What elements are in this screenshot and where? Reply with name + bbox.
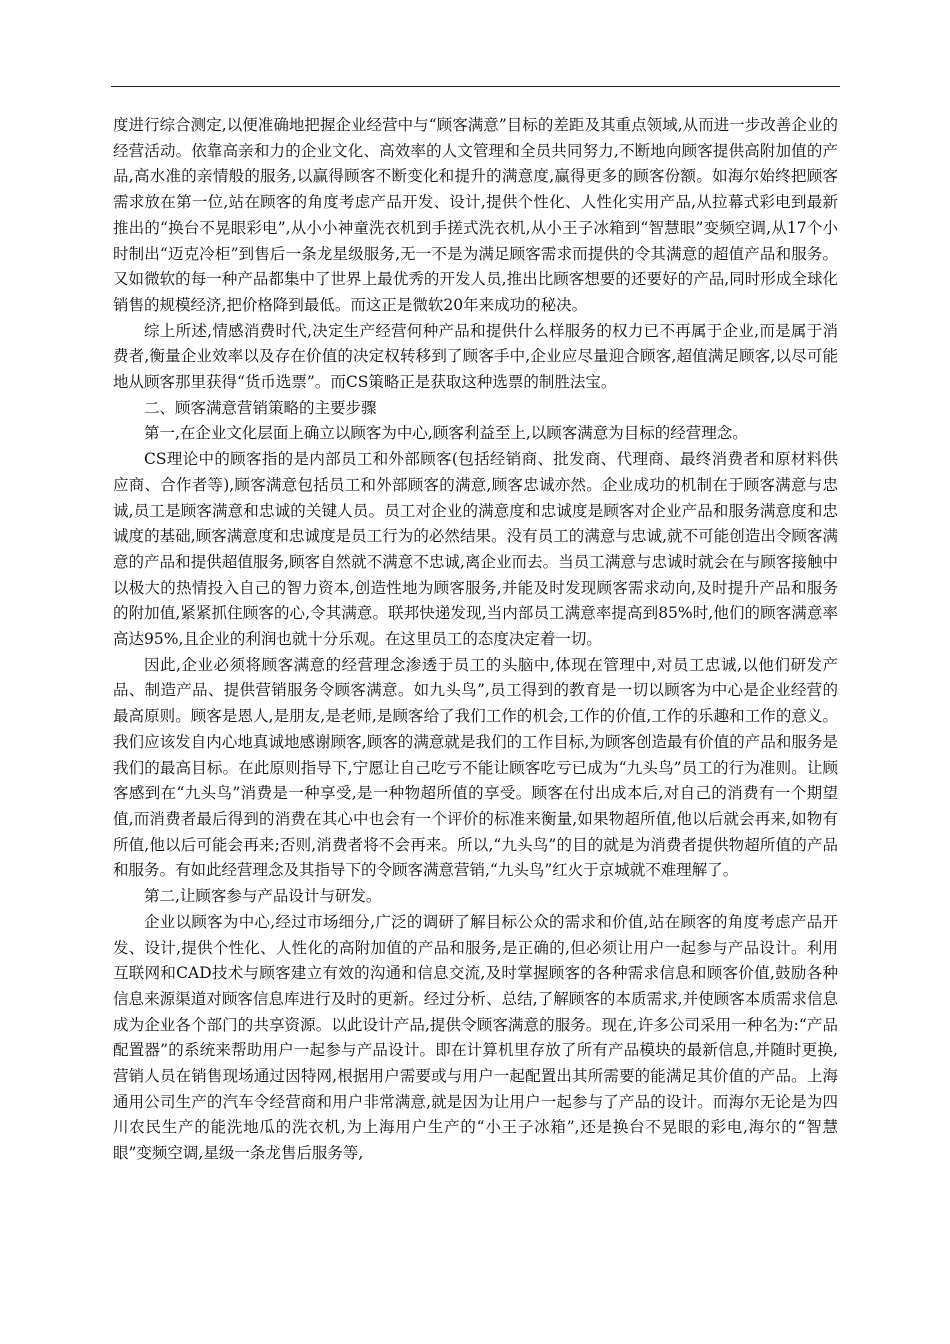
paragraph-cs-theory: CS理论中的顾客指的是内部员工和外部顾客(包括经销商、批发商、代理商、最终消费者和原材料供应商、合作者等),顾客满意包括员工和外部顾客的满意,顾客忠诚亦然。企业成功的机制在于顾客满意与忠诚,员工是顾客满意和忠诚的关键人员。员工对企业的满意度和忠诚度是顾客对企业产品和服务满意度和忠诚度的基础,顾客满意度和忠诚度是员工行为的必然结果。没有员工的满意与忠诚,就不可能创造出令顾客满意的产品和提供超值服务,顾客自然就不满意不忠诚,离企业而去。当员工满意与忠诚时就会在与顾客接触中以极大的热情投入自己的智力资本,创造性地为顾客服务,并能及时发现顾客需求动向,及时提升产品和服务的附加值,紧紧抓住顾客的心,令其满意。联邦快递发现,当内部员工满意率提高到85%时,他们的顾客满意率高达95%,且企业的利润也就十分乐观。在这里员工的态度决定着一切。 [113, 450, 838, 649]
paragraph-summary: 综上所述,情感消费时代,决定生产经营何种产品和提供什么样服务的权力已不再属于企业,而是属于消费者,衡量企业效率以及存在价值的决定权转移到了顾客手中,企业应尽量迎合顾客,超值满足顾客,以尽可能地从顾客那里获得“货币选票”。而CS策略正是获取这种选票的制胜法宝。 [113, 321, 838, 392]
paragraph-continued: 度进行综合测定,以便准确地把握企业经营中与“顾客满意”目标的差距及其重点领域,从而进一步改善企业的经营活动。依靠高亲和力的企业文化、高效率的人文管理和全员共同努力,不断地向顾客提供高附加值的产品,高水准的亲情般的服务,以赢得顾客不断变化和提升的满意度,赢得更多的顾客份额。如海尔始终把顾客需求放在第一位,站在顾客的角度考虑产品开发、设计,提供个性化、人性化实用产品,从拉幕式彩电到最新推出的“换台不晃眼彩电”,从小小神童洗衣机到手搓式洗衣机,从小王子冰箱到“智慧眼”变频空调,从17个小时制出“迈克冷柜”到售后一条龙星级服务,无一不是为满足顾客需求而提供的令其满意的超值产品和服务。又如微软的每一种产品都集中了世界上最优秀的开发人员,推出比顾客想要的还要好的产品,同时形成全球化销售的规模经济,把价格降到最低。而这正是微软20年来成功的秘决。 [113, 116, 838, 314]
step-two-heading: 第二,让顾客参与产品设计与研发。 [144, 887, 382, 906]
paragraph-product-design: 企业以顾客为中心,经过市场细分,广泛的调研了解目标公众的需求和价值,站在顾客的角度考虑产品开发、设计,提供个性化、人性化的高附加值的产品和服务,是正确的,但必须让用户一起参与产品设计。利用互联网和CAD技术与顾客建立有效的沟通和信息交流,及时掌握顾客的各种需求信息和顾客价值,鼓励各种信息来源渠道对顾客信息库进行及时的更新。经过分析、总结,了解顾客的本质需求,并使顾客本质需求信息成为企业各个部门的共享资源。以此设计产品,提供令顾客满意的服务。现在,许多公司采用一种名为:“产品配置器”的系统来帮助用户一起参与产品设计。即在计算机里存放了所有产品模块的最新信息,并随时更换,营销人员在销售现场通过因特网,根据用户需要或与用户一起配置出其所需要的能满足其价值的产品。上海通用公司生产的汽车令经营商和用户非常满意,就是因为让用户一起参与了产品的设计。而海尔无论是为四川农民生产的能洗地瓜的洗衣机,为上海用户生产的“小王子冰箱”,还是换台不晃眼的彩电,海尔的“智慧眼”变频空调,星级一条龙售后服务等, [113, 912, 838, 1163]
paragraph-jiutouniao: 因此,企业必须将顾客满意的经营理念渗透于员工的头脑中,体现在管理中,对员工忠诚,以他们研发产品、制造产品、提供营销服务令顾客满意。如九头鸟”,员工得到的教育是一切以顾客为中心是企业经营的最高原则。顾客是恩人,是朋友,是老师,是顾客给了我们工作的机会,工作的价值,工作的乐趣和工作的意义。我们应该发自内心地真诚地感谢顾客,顾客的满意就是我们的工作目标,为顾客创造最有价值的产品和服务是我们的最高目标。在此原则指导下,宁愿让自己吃亏不能让顾客吃亏已成为“九头鸟”员工的行为准则。让顾客感到在“九头鸟”消费是一种享受,是一种物超所值的享受。顾客在付出成本后,对自己的消费有一个期望值,而消费者最后得到的消费在其心中也会有一个评价的标准来衡量,如果物超所值,他以后就会再来,如物有所值,他以后可能会再来;否则,消费者将不会再来。所以,“九头鸟”的目的就是为消费者提供物超所值的产品和服务。有如此经营理念及其指导下的令顾客满意营销,“九头鸟”红火于京城就不难理解了。 [113, 655, 838, 880]
section-heading: 二、顾客满意营销策略的主要步骤 [144, 398, 377, 417]
body-text [113, 113, 838, 1167]
step-one-heading: 第一,在企业文化层面上确立以顾客为中心,顾客利益至上,以顾客满意为目标的经营理念。 [144, 424, 748, 443]
header-rule [111, 86, 840, 87]
